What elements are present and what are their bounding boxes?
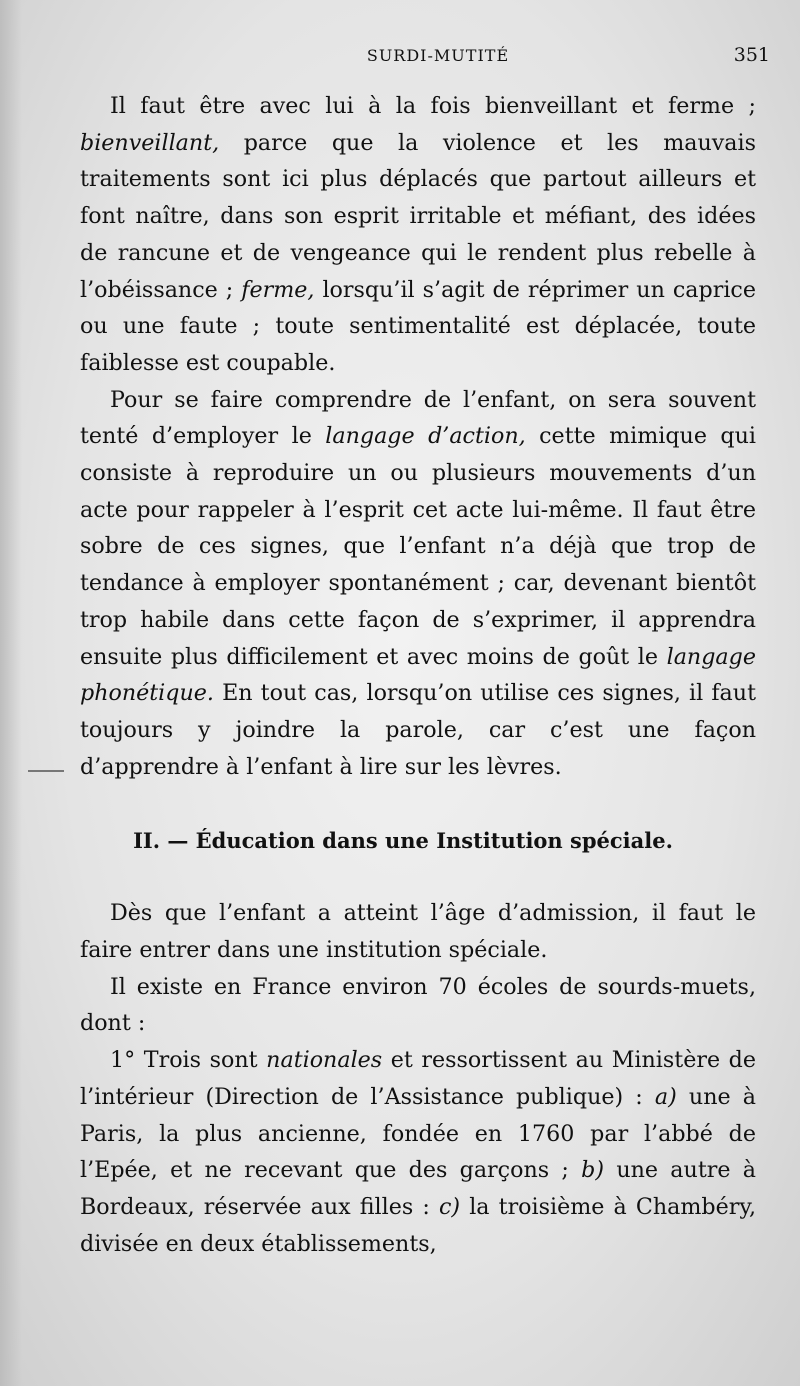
p5-text-3: une à Paris, la plus ancienne, fondée en 1760 par l’abbé de l’Epée, et ne recevant que des garçons ; <box>80 1083 756 1184</box>
p1-italic-bienveillant: bienveillant, <box>80 129 220 156</box>
p2-text-2: cette mimique qui consiste à reproduire un ou plusieurs mouvements d’un acte pour rappeler à l’esprit cet acte lui-même. Il faut être sobre de ces signes, que l’enfant n’a déjà que trop de tendance à employer spontanément ; car, devenant bientôt trop habile dans cette façon de s’exprimer, il apprendra ensuite plus difficilement et avec moins de goût le <box>80 423 756 670</box>
paragraph-3: Dès que l’enfant a atteint l’âge d’admission, il faut le faire entrer dans une institution spéciale. <box>80 900 756 964</box>
p5-text-1: 1° Trois sont <box>110 1047 267 1074</box>
p5-item-a: a) <box>654 1083 677 1110</box>
p5-text-5: la troisième à Chambéry, divisée en deux établissements, <box>80 1193 756 1257</box>
p5-italic-nationales: nationales <box>266 1047 383 1074</box>
p2-text-3: En tout cas, lorsqu’on utilise ces signes, il faut toujours y joindre la parole, car c’est une façon d’apprendre à l’enfant à lire sur les lèvres. <box>80 680 756 780</box>
paragraph-2 <box>80 382 756 786</box>
running-title: SURDI-MUTITÉ <box>366 46 510 65</box>
paragraph-5 <box>80 1042 756 1262</box>
margin-mark <box>28 770 64 772</box>
page-number: 351 <box>733 44 770 66</box>
p2-italic-langage-phonetique: langage phonétique. <box>80 643 756 707</box>
p5-item-c: c) <box>438 1193 461 1220</box>
running-header <box>80 40 770 80</box>
p1-italic-ferme: ferme, <box>241 276 315 303</box>
binding-shadow <box>0 0 22 1386</box>
body-text <box>80 88 756 1262</box>
p1-text-3: lorsqu’il s’agit de réprimer un caprice ou une faute ; toute sentimentalité est déplacée, toute faiblesse est coupable. <box>80 276 756 376</box>
paragraph-4: Il existe en France environ 70 écoles de sourds-muets, dont : <box>80 973 756 1037</box>
paragraph-1 <box>80 88 756 382</box>
p5-text-2: et ressortissent au Ministère de l’intérieur (Direction de l’Assistance publique) : <box>80 1047 756 1110</box>
p5-item-b: b) <box>581 1157 605 1184</box>
section-heading: II. — Éducation dans une Institution spéciale. <box>133 828 673 854</box>
p2-italic-langage-action: langage d’action, <box>325 423 526 450</box>
p1-text-2: parce que la violence et les mauvais traitements sont ici plus déplacés que partout ailleurs et font naître, dans son esprit irritable et méfiant, des idées de rancune et de vengeance qui le rendent plus rebelle à l’obéissance ; <box>80 129 756 303</box>
p2-text-1: Pour se faire comprendre de l’enfant, on sera souvent tenté d’employer le <box>80 386 756 450</box>
p1-text-1: Il faut être avec lui à la fois bienveillant et ferme ; <box>110 93 756 119</box>
p5-text-4: une autre à Bordeaux, réservée aux filles : <box>80 1157 756 1220</box>
